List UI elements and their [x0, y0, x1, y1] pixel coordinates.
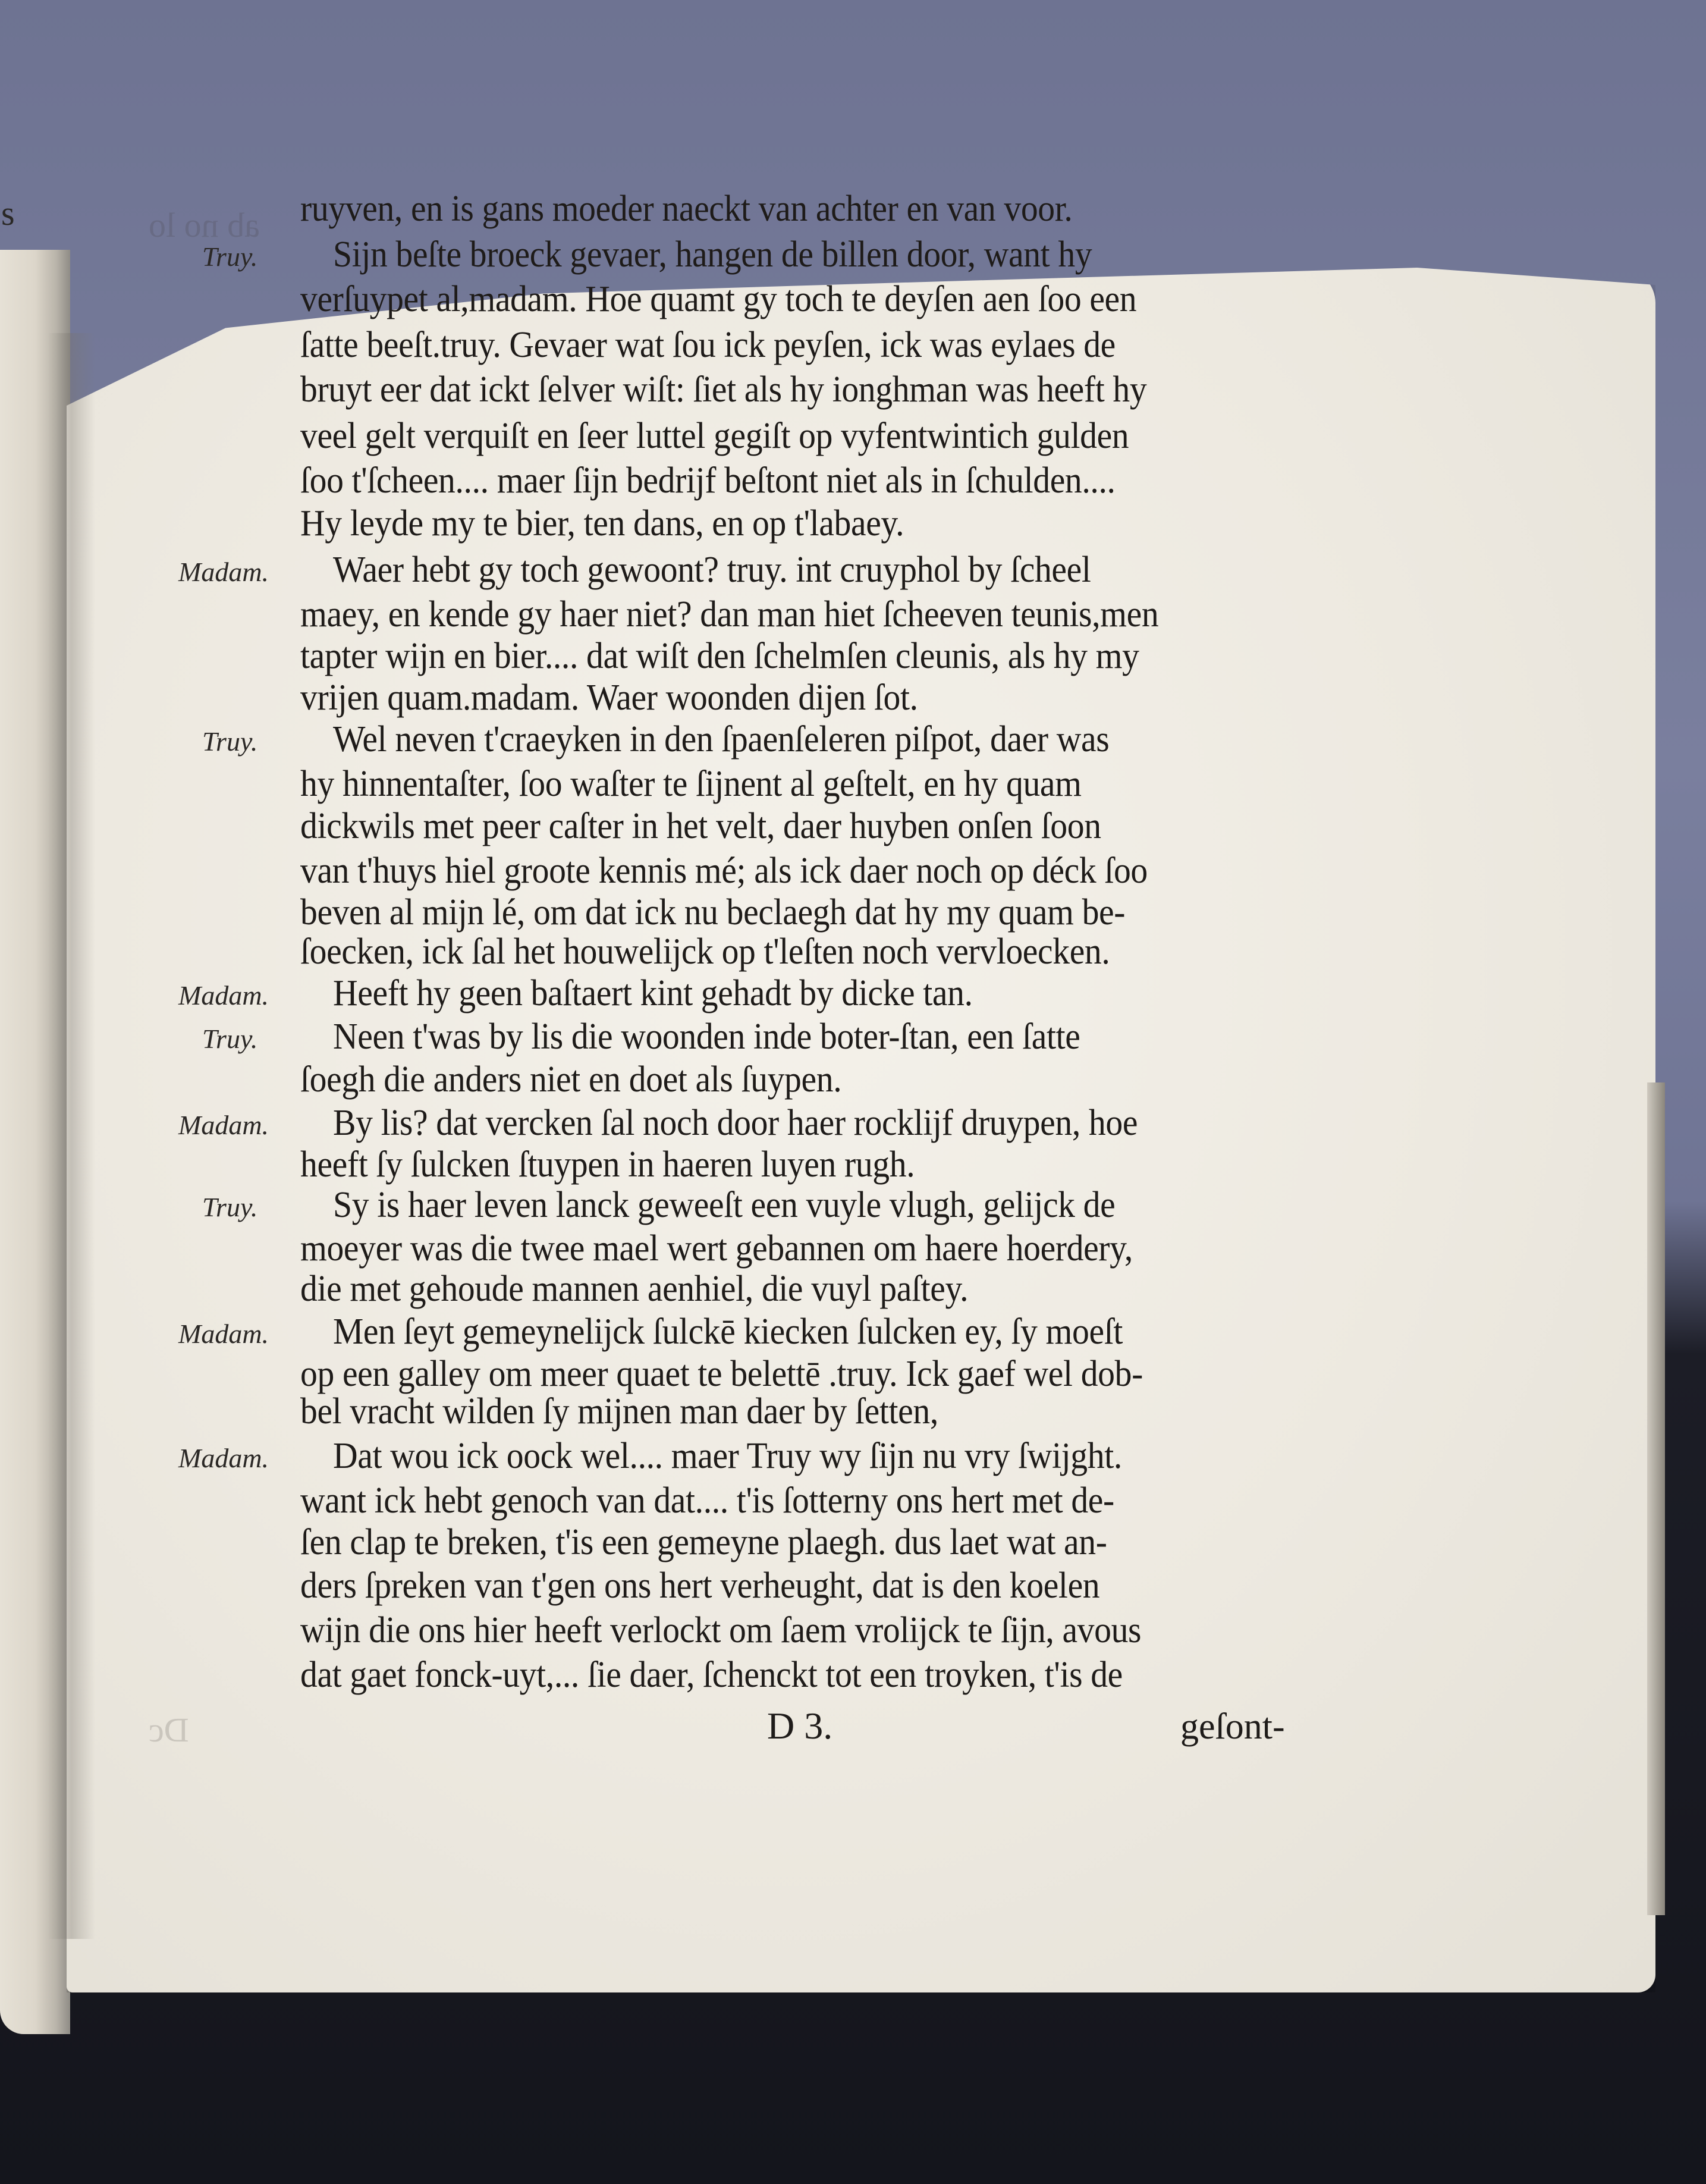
- speaker-label: Madam.: [178, 557, 269, 587]
- text-line: die met gehoude mannen aenhiel, die vuyl paſtey.: [300, 1269, 969, 1309]
- text-line: Heeft hy geen baſtaert kint gehadt by dicke tan.: [333, 973, 973, 1013]
- speaker-label: Truy.: [202, 241, 258, 272]
- text-line: ders ſpreken van t'gen ons hert verheught, dat is den koelen: [300, 1565, 1100, 1606]
- text-line: Hy leyde my te bier, ten dans, en op t'labaey.: [300, 503, 904, 544]
- signature-mark: D 3.: [767, 1705, 833, 1747]
- text-line: ſatte beeſt.truy. Gevaer wat ſou ick peyſen, ick was eylaes de: [300, 325, 1116, 365]
- speaker-label: Madam.: [178, 980, 269, 1011]
- text-line: ſoo t'ſcheen.... maer ſijn bedrijf beſtont niet als in ſchulden....: [300, 460, 1116, 501]
- text-line: beven al mijn lé, om dat ick nu beclaegh dat hy my quam be-: [300, 892, 1126, 933]
- left-page-glyph: s: [1, 194, 15, 233]
- text-line: Sijn beſte broeck gevaer, hangen de billen door, want hy: [333, 234, 1092, 275]
- speaker-label: Madam.: [178, 1319, 269, 1349]
- text-line: Wel neven t'craeyken in den ſpaenſeleren piſpot, daer was: [333, 719, 1110, 760]
- text-line: bruyt eer dat ickt ſelver wiſt: ſiet als hy ionghman was heeft hy: [300, 369, 1147, 410]
- text-line: hy hinnentaſter, ſoo waſter te ſijnent al geſtelt, en hy quam: [300, 764, 1082, 804]
- text-line: dickwils met peer caſter in het velt, daer huyben onſen ſoon: [300, 806, 1101, 846]
- gutter-shadow: [48, 333, 95, 1939]
- text-line: ſen clap te breken, t'is een gemeyne plaegh. dus laet wat an-: [300, 1522, 1107, 1562]
- text-line: Neen t'was by lis die woonden inde boter-ſtan, een ſatte: [333, 1016, 1080, 1057]
- text-line: By lis? dat vercken ſal noch door haer rocklijf druypen, hoe: [333, 1103, 1138, 1143]
- text-line: moeyer was die twee mael wert gebannen om haere hoerdery,: [300, 1228, 1133, 1269]
- speaker-label: Madam.: [178, 1110, 269, 1140]
- text-line: verſuypet al,madam. Hoe quamt gy toch te deyſen aen ſoo een: [300, 279, 1137, 319]
- text-line: veel gelt verquiſt en ſeer luttel gegiſt op vyfentwintich gulden: [300, 416, 1129, 456]
- text-line: Sy is haer leven lanck geweeſt een vuyle vlugh, gelijck de: [333, 1185, 1116, 1225]
- text-line: ſoecken, ick ſal het houwelijck op t'leſten noch vervloecken.: [300, 931, 1110, 972]
- text-line: ſoegh die anders niet en doet als ſuypen.: [300, 1059, 842, 1100]
- text-line: op een galley om meer quaet te belettē .truy. Ick gaef wel dob-: [300, 1354, 1143, 1394]
- speaker-label: Truy.: [202, 726, 258, 757]
- text-line: want ick hebt genoch van dat.... t'is ſotterny ons hert met de-: [300, 1480, 1114, 1521]
- page-edge: [1647, 1082, 1665, 1915]
- text-line: tapter wijn en bier.... dat wiſt den ſchelmſen cleunis, als hy my: [300, 636, 1139, 676]
- text-line: bel vracht wilden ſy mijnen man daer by ſetten,: [300, 1391, 938, 1432]
- text-line: Men ſeyt gemeynelijck ſulckē kiecken ſulcken ey, ſy moeſt: [333, 1311, 1123, 1352]
- catchword: geſont-: [1180, 1706, 1285, 1747]
- text-line: van t'huys hiel groote kennis mé; als ick daer noch op déck ſoo: [300, 851, 1148, 891]
- text-line: vrijen quam.madam. Waer woonden dijen ſot.: [300, 677, 918, 718]
- speaker-label: Truy.: [202, 1192, 258, 1222]
- text-line: wijn die ons hier heeft verlockt om ſaem vrolijck te ſijn, avous: [300, 1610, 1142, 1650]
- text-line: heeft ſy ſulcken ſtuypen in haeren luyen rugh.: [300, 1144, 915, 1185]
- text-line: Waer hebt gy toch gewoont? truy. int cruyphol by ſcheel: [333, 550, 1091, 590]
- speaker-label: Madam.: [178, 1443, 269, 1473]
- text-line: maey, en kende gy haer niet? dan man hiet ſcheeven teunis,men: [300, 594, 1159, 635]
- text-line: ruyven, en is gans moeder naeckt van achter en van voor.: [300, 189, 1073, 229]
- speaker-label: Truy.: [202, 1024, 258, 1054]
- show-through-text: ab no lo: [149, 206, 260, 244]
- text-line: Dat wou ick oock wel.... maer Truy wy ſijn nu vry ſwijght.: [333, 1436, 1122, 1476]
- show-through-text: Dc: [149, 1711, 189, 1749]
- text-line: dat gaet fonck-uyt,... ſie daer, ſchenckt tot een troyken, t'is de: [300, 1655, 1123, 1695]
